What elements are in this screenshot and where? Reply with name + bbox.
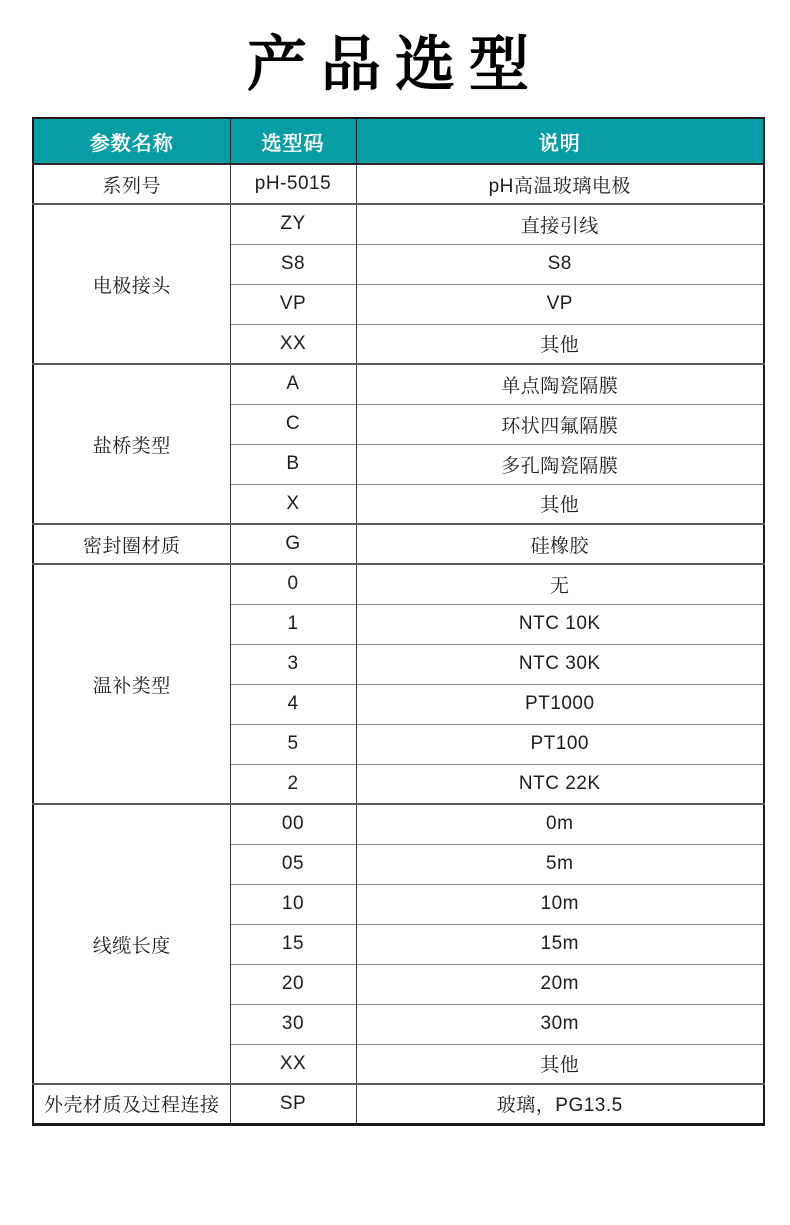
param-name-cell: 系列号 [33,164,230,204]
description-cell: S8 [356,244,764,284]
description-cell: pH高温玻璃电极 [356,164,764,204]
table-row [33,164,764,204]
description-cell: PT1000 [356,684,764,724]
table-header-description: 说明 [356,118,764,164]
code-cell: B [230,444,356,484]
code-cell: X [230,484,356,524]
code-cell: 0 [230,564,356,604]
description-cell: 其他 [356,324,764,364]
description-cell: 玻璃，PG13.5 [356,1084,764,1124]
code-cell: 4 [230,684,356,724]
table-header-param-name: 参数名称 [33,118,230,164]
table-row [33,804,764,844]
code-cell: XX [230,1044,356,1084]
param-name-cell: 温补类型 [33,564,230,804]
description-cell: 20m [356,964,764,1004]
description-cell: 多孔陶瓷隔膜 [356,444,764,484]
code-cell: XX [230,324,356,364]
code-cell: 10 [230,884,356,924]
code-cell: 00 [230,804,356,844]
description-cell: 15m [356,924,764,964]
code-cell: 3 [230,644,356,684]
param-name-cell: 外壳材质及过程连接 [33,1084,230,1124]
code-cell: 15 [230,924,356,964]
description-cell: 单点陶瓷隔膜 [356,364,764,404]
code-cell: 30 [230,1004,356,1044]
code-cell: SP [230,1084,356,1124]
table-row [33,364,764,404]
description-cell: 硅橡胶 [356,524,764,564]
param-name-cell: 密封圈材质 [33,524,230,564]
param-name-cell: 线缆长度 [33,804,230,1084]
description-cell: 其他 [356,484,764,524]
code-cell: C [230,404,356,444]
description-cell: 无 [356,564,764,604]
code-cell: 20 [230,964,356,1004]
table-header-row [33,118,764,164]
code-cell: A [230,364,356,404]
code-cell: 5 [230,724,356,764]
table-row [33,1084,764,1124]
param-name-cell: 电极接头 [33,204,230,364]
code-cell: ZY [230,204,356,244]
description-cell: NTC 30K [356,644,764,684]
description-cell: VP [356,284,764,324]
product-selection-table [32,117,765,1126]
code-cell: 2 [230,764,356,804]
code-cell: 1 [230,604,356,644]
description-cell: 30m [356,1004,764,1044]
table-row [33,524,764,564]
code-cell: S8 [230,244,356,284]
description-cell: NTC 10K [356,604,764,644]
code-cell: 05 [230,844,356,884]
description-cell: NTC 22K [356,764,764,804]
description-cell: 5m [356,844,764,884]
page-title: 产品选型 [247,31,543,98]
description-cell: 直接引线 [356,204,764,244]
table-header-code: 选型码 [230,118,356,164]
description-cell: PT100 [356,724,764,764]
code-cell: G [230,524,356,564]
description-cell: 0m [356,804,764,844]
code-cell: VP [230,284,356,324]
description-cell: 10m [356,884,764,924]
code-cell: pH-5015 [230,164,356,204]
description-cell: 环状四氟隔膜 [356,404,764,444]
description-cell: 其他 [356,1044,764,1084]
table-row [33,564,764,604]
param-name-cell: 盐桥类型 [33,364,230,524]
table-row [33,204,764,244]
